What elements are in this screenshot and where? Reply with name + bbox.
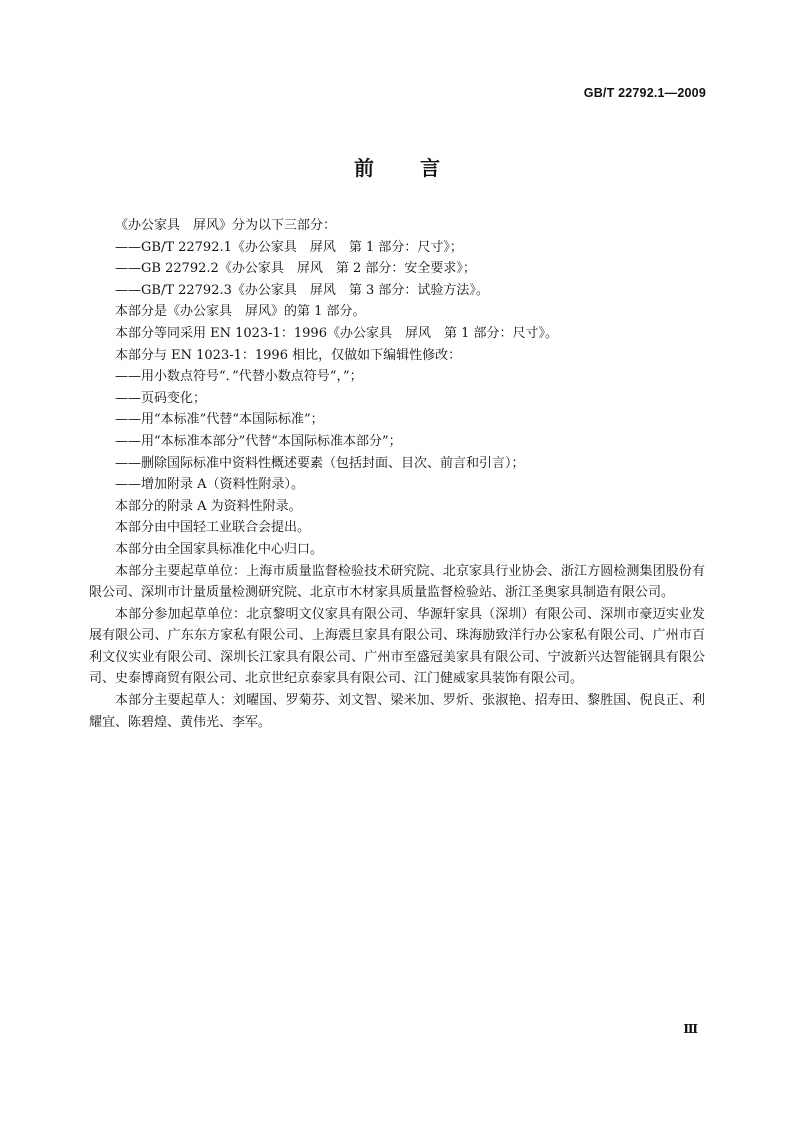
- drafters-paragraph: 本部分主要起草人：刘曜国、罗菊芬、刘文智、梁米加、罗炘、张淑艳、招寿田、黎胜国、倪良正、利耀宜、陈碧煌、黄伟光、李军。: [89, 693, 705, 730]
- paragraph: 本部分是《办公家具 屏风》的第 1 部分。: [115, 304, 366, 320]
- paragraph: 本部分与 EN 1023-1：1996 相比，仅做如下编辑性修改：: [115, 347, 462, 363]
- participating-units-paragraph: 本部分参加起草单位：北京黎明文仪家具有限公司、华源轩家具（深圳）有限公司、深圳市豪迈实业发展有限公司、广东东方家私有限公司、上海震旦家具有限公司、珠海励致洋行办公家私有限公司、广州市百利文仪实业有限公司、深圳长江家具有限公司、广州市至盛冠美家具有限公司、宁波新兴达智能钢具有限公司、史泰博商贸有限公司、北京世纪京泰家具有限公司、江门健威家具装饰有限公司。: [89, 606, 705, 687]
- list-item: ——增加附录 A（资料性附录）。: [115, 477, 305, 493]
- list-item: ——用“本标准”代替“本国际标准”；: [115, 412, 324, 428]
- list-item: ——删除国际标准中资料性概述要素（包括封面、目次、前言和引言）；: [115, 455, 525, 471]
- list-item: ——GB/T 22792.1《办公家具 屏风 第 1 部分：尺寸》；: [115, 239, 463, 255]
- paragraph: 《办公家具 屏风》分为以下三部分：: [115, 218, 337, 233]
- list-item: ——GB/T 22792.3《办公家具 屏风 第 3 部分：试验方法》。: [115, 282, 489, 298]
- page-title: 前言: [354, 156, 486, 180]
- page-number: Ⅲ: [683, 1022, 697, 1036]
- list-item: ——GB 22792.2《办公家具 屏风 第 2 部分：安全要求》；: [115, 261, 476, 277]
- list-item: ——用“本标准本部分”代替“本国际标准本部分”；: [115, 433, 402, 449]
- drafting-units-paragraph: 本部分主要起草单位：上海市质量监督检验技术研究院、北京家具行业协会、浙江方圆检测集团股份有限公司、深圳市计量质量检测研究院、北京市木材家具质量监督检验站、浙江圣奥家具制造有限公司。: [89, 563, 705, 601]
- paragraph: 本部分的附录 A 为资料性附录。: [115, 498, 302, 514]
- paragraph: 本部分由中国轻工业联合会提出。: [115, 520, 311, 536]
- paragraph: 本部分由全国家具标准化中心归口。: [115, 541, 324, 557]
- document-number: GB/T 22792.1—2009: [583, 86, 706, 100]
- list-item: ——用小数点符号“．”代替小数点符号“，”；: [115, 369, 363, 385]
- paragraph: 本部分等同采用 EN 1023-1：1996《办公家具 屏风 第 1 部分：尺寸》。: [115, 325, 558, 341]
- foreword-body: [89, 215, 705, 733]
- list-item: ——页码变化；: [115, 390, 207, 406]
